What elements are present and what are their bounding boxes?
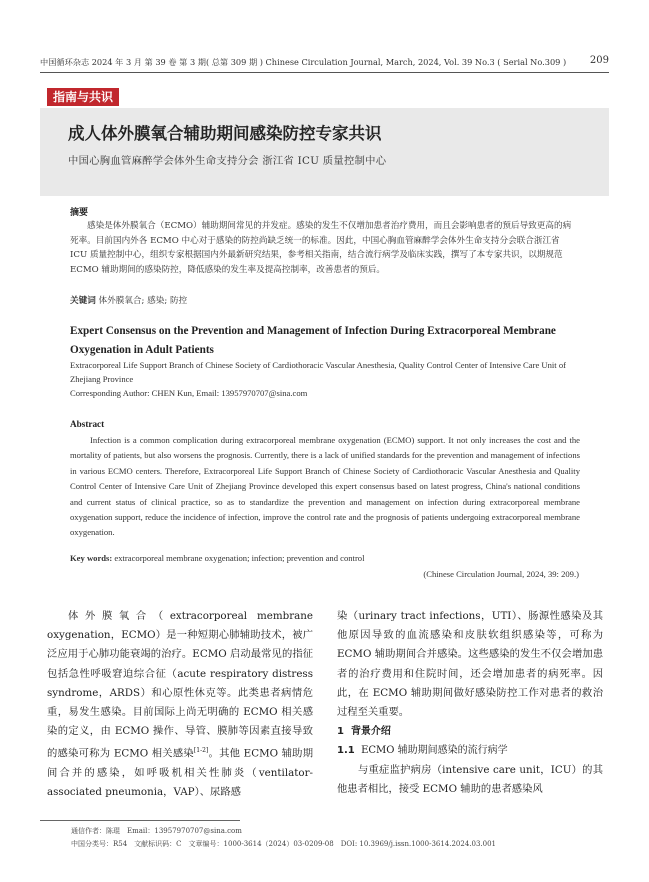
en-abstract-heading: Abstract (70, 419, 105, 429)
section-title: 背景介绍 (350, 726, 391, 738)
cn-keywords-label: 关键词 (70, 296, 96, 306)
section-heading (337, 722, 603, 741)
left-text: 体外膜氧合（extracorporeal membrane oxygenation，ECMO）是一种短期心肺辅助技术，被广泛应用于心肺功能衰竭的治疗。ECMO 启动最常见的指征包括急性呼吸窘迫综合征（acute respiratory distress syndrome，ARDS）和心原性休克等。此类患者病情危重，易发生感染。目前国际上尚无明确的 ECMO 相关感染的定义，由 ECMO 操作、导管、膜肺等因素直接导致的感染可称为 ECMO 相关感染 (47, 610, 313, 760)
right-paragraph: 染（urinary tract infections，UTI）、肠源性感染及其他原因导致的血流感染和皮肤软组织感染等，可称为 ECMO 辅助期间合并感染。这些感染的发生不仅会增加患者的治疗费用和住院时间，还会增加患者的病死率。因此，在 ECMO 辅助期间做好感染防控工作对患者的救治过程至关重要。 (337, 610, 603, 719)
subsection-number: 1.1 (337, 745, 355, 757)
cn-keywords-text: 体外膜氧合; 感染; 防控 (98, 296, 188, 306)
en-abstract-body: Infection is a common complication during extracorporeal membrane oxygenation (ECMO) support. It not only increases the cost and the mortality of patients, but also worsens the prognosis. Currently, there is a lack of unified standards for the prevention and management of infections in various ECMO centers. Therefore, Extracorporeal Life Support Branch of Chinese Society of Cardiothoracic Vascular Anesthesia and Quality Control Center of Intensive Care Unit of Zhejiang Province developed this expert consensus based on latest progress, China's national conditions and current status of clinical practice, so as to standardize the prevention and management on infection during extracorporeal membrane oxygenation support, reduce the incidence of infection, improve the control rate and the prognosis of patients undergoing extracorporeal membrane oxygenation. (70, 435, 580, 538)
authors: 中国心胸血管麻醉学会体外生命支持分会 浙江省 ICU 质量控制中心 (68, 155, 387, 167)
en-keywords-label: Key words: (70, 553, 113, 563)
en-keywords (70, 553, 365, 563)
left-text-cont: 。其他 ECMO 辅助期间合并的感染，如呼吸机相关性肺炎（ventilator-associated pneumonia，VAP）、尿路感 (47, 747, 313, 799)
english-title: Expert Consensus on the Prevention and Management of Infection During Extracorporeal Membrane Oxygenation in Adult Patients (70, 325, 556, 356)
footnote-corresponding: 通信作者：陈琨 Email：13957970707@sina.com (71, 827, 242, 835)
cn-abstract-heading: 摘要 (70, 208, 89, 218)
en-keywords-text: extracorporeal membrane oxygenation; infection; prevention and control (114, 553, 365, 563)
subsection-title: ECMO 辅助期间感染的流行病学 (361, 745, 508, 757)
header-rule (40, 72, 609, 73)
subsection-heading (337, 741, 603, 760)
cn-abstract-body: 感染是体外膜氧合（ECMO）辅助期间常见的并发症。感染的发生不仅增加患者治疗费用，而且会影响患者的预后导致更高的病死率。目前国内外各 ECMO 中心对于感染的防控尚缺乏统一的标准。因此，中国心胸血管麻醉学会体外生命支持分会联合浙江省 ICU 质量控制中心，组织专家根据国内外最新研究结果，参考相关指南，结合流行病学及临床实践，撰写了本专家共识，以期规范 ECMO 辅助期间的感染防控，降低感染的发生率及提高控制率，改善患者的预后。 (70, 221, 572, 275)
footnote-rule (40, 820, 240, 821)
footnote-classification: 中国分类号：R54 文献标识码：C 文章编号：1000-3614（2024）03-0209-08 DOI: 10.3969/j.issn.1000-3614.2024.03.001 (71, 840, 497, 848)
page-number: 209 (589, 55, 609, 66)
right-paragraph-2: 与重症监护病房（intensive care unit，ICU）的其他患者相比，接受 ECMO 辅助的患者感染风 (337, 763, 603, 795)
corresponding-author: Corresponding Author: CHEN Kun, Email: 13957970707@sina.com (70, 388, 308, 398)
running-head: 中国循环杂志 2024 年 3 月 第 39 卷 第 3 期( 总第 309 期 ) Chinese Circulation Journal, March, 2024, Vol. 39 No.3 ( Serial No.309 ) (40, 57, 567, 67)
english-affiliation: Extracorporeal Life Support Branch of Chinese Society of Cardiothoracic Vascular Anesthesia, Quality Control Center of Intensive Care Unit of Zhejiang Province (70, 360, 566, 385)
article-title: 成人体外膜氧合辅助期间感染防控专家共识 (68, 124, 382, 143)
section-tag: 指南与共识 (47, 88, 119, 106)
body-right-column (337, 607, 603, 799)
reference-marker[interactable]: [1-2] (193, 747, 209, 755)
citation: (Chinese Circulation Journal, 2024, 39: 209.) (423, 569, 579, 579)
body-left-column (47, 607, 313, 802)
cn-keywords (70, 294, 187, 306)
section-number: 1 (337, 726, 344, 738)
